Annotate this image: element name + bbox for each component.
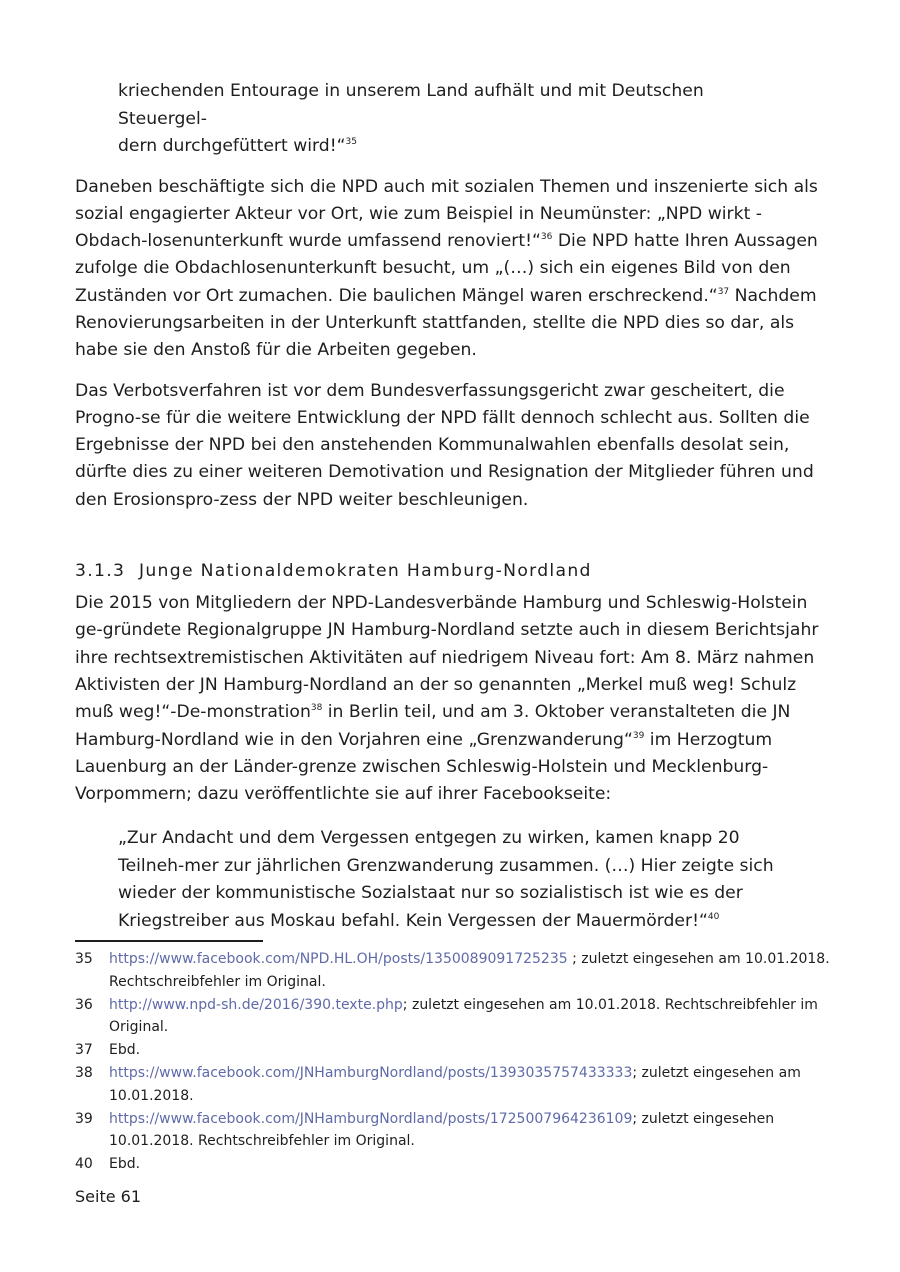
footnote-39-text: ; zuletzt eingesehen 10.01.2018. Rechtschreibfehler im Original. [109, 1110, 775, 1149]
footnotes [75, 948, 835, 1176]
footnote-number: 40 [75, 1156, 93, 1172]
footnote-number: 37 [75, 1042, 93, 1058]
footnote-divider [75, 940, 263, 942]
paragraph-3-text-a: Die 2015 von Mitgliedern der NPD-Landesverbände Hamburg und Schleswig-Holstein ge-gründete Regionalgruppe JN Hamburg-Nordland setzte auch in diesem Berichtsjahr ihre rechtsextremistischen Aktivitäten auf niedrigem Niveau fort: Am 8. März nahmen Aktivisten der JN Hamburg-Nordland an der so genannten „Merkel muß weg! Schulz muß weg!“-De-monstration [75, 593, 819, 723]
footnote-40 [75, 1153, 835, 1176]
footnote-35-text: ; zuletzt eingesehen am 10.01.2018. Rechtschreibfehler im Original. [109, 951, 830, 990]
paragraph-social-topics [75, 174, 825, 365]
quote-1-line-1: kriechenden Entourage in unserem Land aufhält und mit Deutschen Steuergel- [118, 81, 704, 129]
footnote-35 [75, 948, 835, 993]
quote-1-line-2: dern durchgefüttert wird!“ [118, 136, 346, 156]
paragraph-ban-proceedings [75, 378, 825, 514]
footnote-40-text: Ebd. [109, 1156, 141, 1172]
paragraph-1-text-b: Die NPD hatte Ihren Aussagen zufolge die Obdachlosenunterkunft besucht, um „(…) sich ein eigenes Bild von den Zuständen vor Ort zumachen. Die baulichen Mängel waren erschreckend.“ [75, 231, 818, 306]
footnote-number: 39 [75, 1110, 93, 1127]
footnote-37 [75, 1039, 835, 1062]
footnote-ref-35[interactable]: 35 [345, 137, 357, 147]
paragraph-3-text-c: im Herzogtum Lauenburg an der Länder-grenze zwischen Schleswig-Holstein und Mecklenburg-Vorpommern; dazu veröffentlichte sie auf ihrer Facebookseite: [75, 729, 773, 805]
quote-block-1 [118, 78, 798, 161]
footnote-ref-38[interactable]: 38 [310, 703, 323, 714]
footnote-ref-39[interactable]: 39 [632, 730, 645, 741]
footnote-38-link[interactable]: https://www.facebook.com/JNHamburgNordland/posts/1393035757433333 [109, 1065, 633, 1081]
footnote-ref-40[interactable]: 40 [707, 911, 720, 922]
footnote-37-text: Ebd. [109, 1042, 141, 1058]
footnote-35-link[interactable]: https://www.facebook.com/NPD.HL.OH/posts/1350089091725235 [109, 951, 568, 967]
quote-block-2 [118, 825, 798, 935]
paragraph-1-text-a: Daneben beschäftigte sich die NPD auch mit sozialen Themen und inszenierte sich als sozial engagierter Akteur vor Ort, wie zum Beispiel in Neumünster: „NPD wirkt - Obdach-losenunterkunft wurde umfassend renoviert!“ [75, 176, 818, 252]
footnote-number: 38 [75, 1065, 93, 1081]
paragraph-jn-hamburg-nordland [75, 590, 825, 808]
footnote-ref-36[interactable]: 36 [540, 232, 553, 243]
section-title: Junge Nationaldemokraten Hamburg-Nordland [139, 561, 592, 582]
footnote-38-text: ; zuletzt eingesehen am 10.01.2018. [109, 1065, 801, 1104]
page-number: Seite 61 [75, 1187, 142, 1206]
footnote-ref-37[interactable]: 37 [717, 286, 730, 297]
footnote-36-link[interactable]: http://www.npd-sh.de/2016/390.texte.php [109, 996, 403, 1013]
footnote-39 [75, 1108, 835, 1153]
footnote-number: 36 [75, 996, 93, 1013]
paragraph-1-text-c: Nachdem Renovierungsarbeiten in der Unterkunft stattfanden, stellte die NPD dies so dar, als habe sie den Anstoß für die Arbeiten gegeben. [75, 285, 817, 361]
paragraph-2-text: Das Verbotsverfahren ist vor dem Bundesverfassungsgericht zwar gescheitert, die Progno-se für die weitere Entwicklung der NPD fällt dennoch schlecht aus. Sollten die Ergebnisse der NPD bei den anstehenden Kommunalwahlen ebenfalls desolat sein, dürfte dies zu einer weiteren Demotivation und Resignation der Mitglieder führen und den Erosionspro-zess der NPD weiter beschleunigen. [75, 380, 814, 510]
footnote-39-link[interactable]: https://www.facebook.com/JNHamburgNordland/posts/1725007964236109 [109, 1110, 633, 1127]
quote-2-text: „Zur Andacht und dem Vergessen entgegen zu wirken, kamen knapp 20 Teilneh-mer zur jährlichen Grenzwanderung zusammen. (…) Hier zeigte sich wieder der kommunistische Sozialstaat nur so sozialistisch ist wie es der Kriegstreiber aus Moskau befahl. Kein Vergessen der Mauermörder!“ [118, 828, 774, 931]
footnote-38 [75, 1062, 835, 1107]
section-number: 3.1.3 [75, 561, 126, 582]
footnote-36 [75, 994, 835, 1039]
paragraph-3-text-b: in Berlin teil, und am 3. Oktober veranstalteten die JN Hamburg-Nordland wie in den Vorjahren eine „Grenzwanderung“ [75, 702, 791, 750]
footnote-36-text: ; zuletzt eingesehen am 10.01.2018. Rechtschreibfehler im Original. [109, 996, 818, 1035]
section-heading [75, 558, 825, 585]
page-body [75, 78, 825, 935]
footnote-number: 35 [75, 951, 93, 967]
